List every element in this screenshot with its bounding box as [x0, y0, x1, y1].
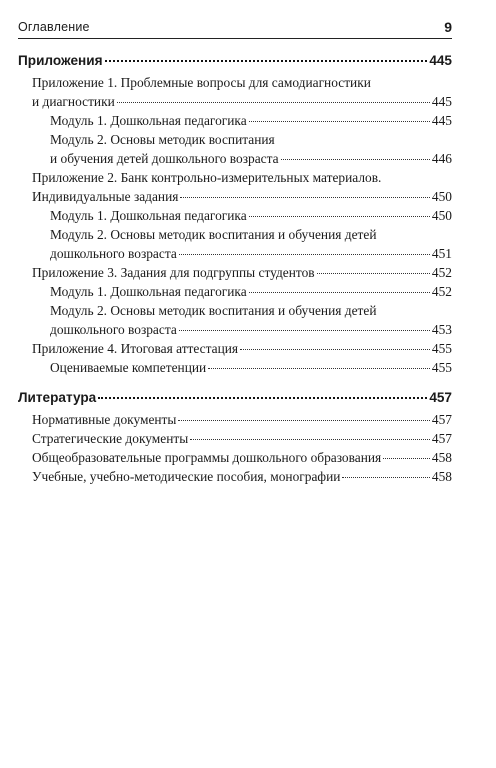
running-title: Оглавление	[18, 20, 90, 34]
toc-entry-module-1[interactable]	[18, 111, 452, 130]
toc-entry-text: дошкольного возраста	[50, 322, 177, 337]
toc-entry-text: Оцениваемые компетенции	[50, 360, 207, 375]
toc-page-number: 455	[431, 360, 452, 375]
toc-entry-appendix-3[interactable]	[18, 263, 452, 282]
toc-entry-appendix-2[interactable]	[18, 187, 452, 206]
toc-entry-text: Общеобразовательные программы дошкольного образования	[32, 450, 382, 465]
toc-entry-appendix-1-line1[interactable]: Приложение 1. Проблемные вопросы для самодиагностики	[32, 75, 371, 90]
toc-entry-competencies[interactable]	[18, 358, 452, 377]
dot-leader	[208, 368, 430, 369]
toc-page-number: 458	[431, 450, 452, 465]
page-number: 9	[444, 19, 452, 35]
dot-leader	[249, 216, 430, 217]
toc-entry-strategic-documents[interactable]	[18, 429, 452, 448]
toc-entry-text: Модуль 1. Дошкольная педагогика	[50, 284, 247, 299]
toc-entry-module-2[interactable]	[18, 320, 452, 339]
toc-page-number: 450	[431, 189, 452, 204]
toc-entry-module-2[interactable]	[18, 244, 452, 263]
dot-leader	[342, 477, 429, 478]
toc-entry-textbooks[interactable]	[18, 467, 452, 486]
toc-entry-text: Индивидуальные задания	[32, 189, 179, 204]
dot-leader	[117, 102, 430, 103]
toc-entry-general-programs[interactable]	[18, 448, 452, 467]
toc-entry-text: Приложение 3. Задания для подгруппы студентов	[32, 265, 315, 280]
dot-leader	[190, 439, 430, 440]
dot-leader	[249, 292, 430, 293]
toc-page-number: 445	[429, 53, 452, 68]
toc-entry-text: и диагностики	[32, 94, 115, 109]
toc-entry-text: Учебные, учебно-методические пособия, монографии	[32, 469, 341, 484]
toc-entry-module-2-line1[interactable]: Модуль 2. Основы методик воспитания	[50, 132, 275, 147]
toc-entry-text: Приложение 4. Итоговая аттестация	[32, 341, 239, 356]
toc-page-number: 458	[431, 469, 452, 484]
toc-entry-module-2-line1[interactable]: Модуль 2. Основы методик воспитания и обучения детей	[50, 303, 377, 318]
toc-page-number: 445	[431, 94, 452, 109]
toc-section-literature[interactable]	[18, 387, 452, 408]
toc-page-number: 457	[429, 390, 452, 405]
toc-page-number: 453	[431, 322, 452, 337]
dot-leader	[240, 349, 430, 350]
toc-entry-text: дошкольного возраста	[50, 246, 177, 261]
toc-section-appendices[interactable]	[18, 50, 452, 71]
dot-leader	[281, 159, 430, 160]
dot-leader	[179, 330, 430, 331]
dot-leader	[105, 60, 428, 62]
toc-entry-appendix-1[interactable]	[18, 92, 452, 111]
toc-entry-module-2-line1[interactable]: Модуль 2. Основы методик воспитания и обучения детей	[50, 227, 377, 242]
dot-leader	[180, 197, 429, 198]
toc-entry-module-2[interactable]	[18, 149, 452, 168]
toc-page-number: 450	[431, 208, 452, 223]
dot-leader	[179, 254, 430, 255]
toc-page-number: 445	[431, 113, 452, 128]
toc-page-number: 451	[431, 246, 452, 261]
dot-leader	[383, 458, 430, 459]
toc-entry-text: Стратегические документы	[32, 431, 189, 446]
toc-entry-text: Модуль 1. Дошкольная педагогика	[50, 208, 247, 223]
dot-leader	[178, 420, 429, 421]
toc-entry-text: Модуль 1. Дошкольная педагогика	[50, 113, 247, 128]
table-of-contents	[18, 50, 452, 486]
toc-section-title: Литература	[18, 390, 97, 405]
toc-entry-module-1[interactable]	[18, 206, 452, 225]
toc-page-number: 452	[431, 284, 452, 299]
page-header	[18, 14, 452, 39]
toc-entry-normative-documents[interactable]	[18, 410, 452, 429]
toc-page-number: 446	[431, 151, 452, 166]
dot-leader	[98, 397, 427, 399]
dot-leader	[317, 273, 430, 274]
dot-leader	[249, 121, 430, 122]
toc-page-number: 457	[431, 412, 452, 427]
toc-entry-appendix-2-line1[interactable]: Приложение 2. Банк контрольно-измерительных материалов.	[32, 170, 382, 185]
toc-entry-text: и обучения детей дошкольного возраста	[50, 151, 279, 166]
toc-entry-text: Нормативные документы	[32, 412, 177, 427]
toc-page-number: 457	[431, 431, 452, 446]
toc-page-number: 452	[431, 265, 452, 280]
toc-page-number: 455	[431, 341, 452, 356]
toc-section-title: Приложения	[18, 53, 103, 68]
toc-entry-appendix-4[interactable]	[18, 339, 452, 358]
toc-entry-module-1[interactable]	[18, 282, 452, 301]
